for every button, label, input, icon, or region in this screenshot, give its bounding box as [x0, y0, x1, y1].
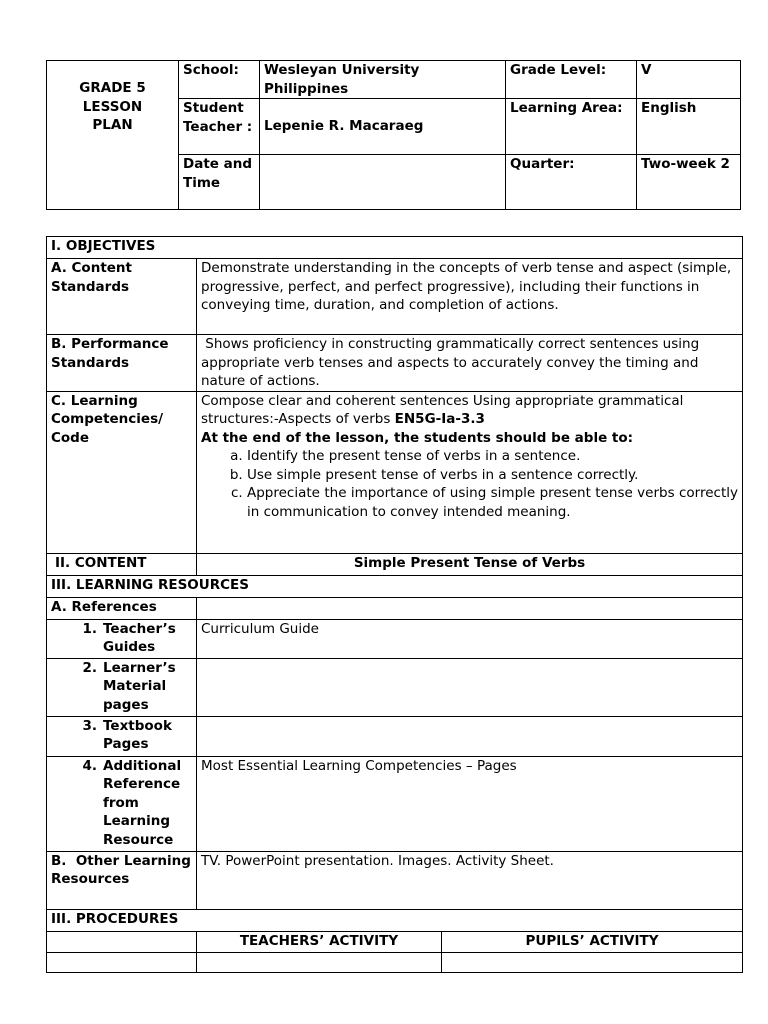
grade-level-label: Grade Level:	[506, 61, 637, 99]
school-value: Wesleyan University Philippines	[260, 61, 506, 99]
performance-standards-label: B. Performance Standards	[47, 335, 197, 392]
title-line-2: LESSON	[82, 98, 143, 115]
competency-code: EN5G-Ia-3.3	[394, 411, 485, 427]
performance-standards-text: Shows proficiency in constructing grammatically correct sentences using appropriate verb tenses and aspects to accurately convey the timing and nature of actions.	[197, 335, 743, 392]
teachers-guides-value: Curriculum Guide	[197, 619, 743, 658]
competencies-statement	[201, 392, 738, 429]
pupils-activity-header: PUPILS’ ACTIVITY	[442, 931, 743, 952]
content-value: Simple Present Tense of Verbs	[197, 553, 743, 575]
item-label: Textbook Pages	[103, 717, 172, 752]
competencies-intro: At the end of the lesson, the students should be able to:	[201, 429, 634, 446]
procedures-heading: III. PROCEDURES	[47, 909, 743, 931]
quarter-label: Quarter:	[506, 155, 637, 210]
learning-competencies-label: C. Learning Competencies/ Code	[47, 391, 197, 553]
pupils-activity-cell	[442, 952, 743, 972]
competencies-list	[201, 447, 738, 521]
quarter-value: Two-week 2	[637, 155, 741, 210]
procedures-cell	[47, 952, 197, 972]
learning-area-label: Learning Area:	[506, 99, 637, 155]
title-line-1: GRADE 5	[79, 80, 146, 96]
lesson-header-table	[46, 60, 741, 210]
references-label: A. References	[47, 597, 197, 619]
learners-material-label	[47, 658, 197, 716]
procedures-blank-header	[47, 931, 197, 952]
additional-reference-label	[47, 756, 197, 851]
other-resources-value: TV. PowerPoint presentation. Images. Activity Sheet.	[197, 851, 743, 909]
item-label: Teacher’s Guides	[103, 620, 176, 655]
item-number: 2.	[82, 659, 97, 676]
student-teacher-label: Student Teacher :	[179, 99, 260, 155]
learning-area-value: English	[637, 99, 741, 155]
item-number: 3.	[82, 717, 97, 734]
additional-reference-value: Most Essential Learning Competencies – Pages	[197, 756, 743, 851]
learners-material-value	[197, 658, 743, 716]
lesson-plan-title	[47, 61, 179, 210]
objectives-heading: I. OBJECTIVES	[47, 237, 743, 259]
date-time-value	[260, 155, 506, 210]
references-value	[197, 597, 743, 619]
competencies-text: Compose clear and coherent sentences Using appropriate grammatical structures:-Aspects of verbs	[201, 392, 684, 427]
teachers-activity-header: TEACHERS’ ACTIVITY	[197, 931, 442, 952]
lesson-body-table	[46, 236, 743, 973]
content-standards-label: A. Content Standards	[47, 259, 197, 335]
textbook-pages-label	[47, 716, 197, 756]
content-heading: II. CONTENT	[47, 553, 197, 575]
teachers-guides-label	[47, 619, 197, 658]
title-line-3: PLAN	[92, 117, 133, 133]
student-teacher-value: Lepenie R. Macaraeg	[260, 99, 506, 155]
item-label: Additional Reference from Learning Resource	[103, 757, 182, 848]
learning-competencies-cell	[197, 391, 743, 553]
textbook-pages-value	[197, 716, 743, 756]
date-time-label: Date and Time	[179, 155, 260, 210]
learning-resources-heading: III. LEARNING RESOURCES	[47, 575, 743, 597]
other-resources-label: B. Other Learning Resources	[47, 851, 197, 909]
item-number: 4.	[82, 757, 97, 774]
content-standards-text: Demonstrate understanding in the concepts of verb tense and aspect (simple, progressive, perfect, and perfect progressive), including their functions in conveying time, duration, and completion of actions.	[197, 259, 743, 335]
competency-item: b. Use simple present tense of verbs in a sentence correctly.	[247, 466, 738, 485]
teachers-activity-cell	[197, 952, 442, 972]
grade-level-value: V	[637, 61, 741, 99]
item-label: Learner’s Material pages	[103, 659, 176, 713]
item-number: 1.	[82, 620, 97, 637]
competency-item: a. Identify the present tense of verbs in a sentence.	[247, 447, 738, 466]
school-label: School:	[179, 61, 260, 99]
competency-item: c. Appreciate the importance of using simple present tense verbs correctly in communication to convey intended meaning.	[247, 484, 738, 521]
